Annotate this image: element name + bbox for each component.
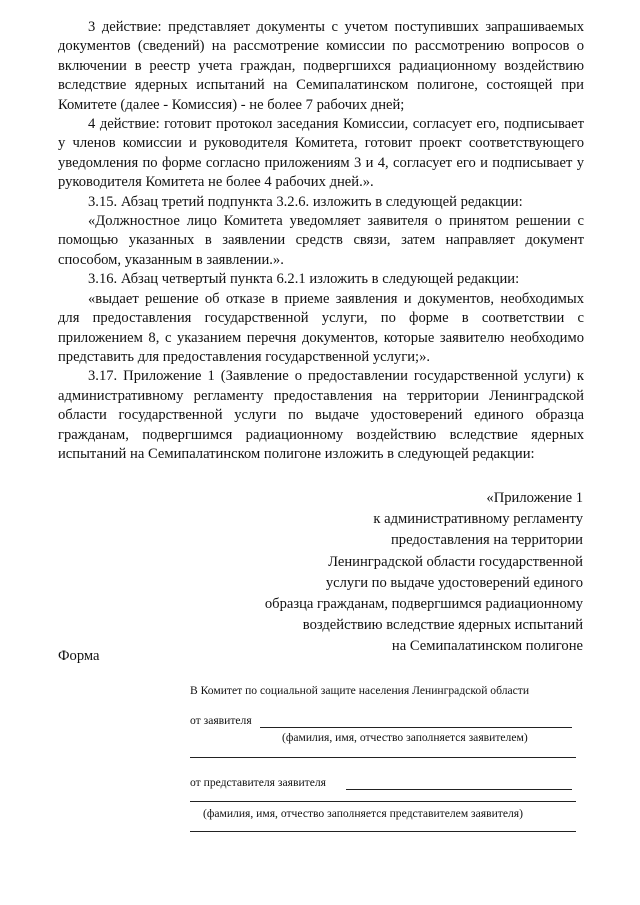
appendix-line: образца гражданам, подвергшимся радиационному xyxy=(264,596,583,613)
appendix-header xyxy=(265,488,583,658)
paragraph-3-17: 3.17. Приложение 1 (Заявление о предоставлении государственной услуги) к административному регламенту предоставления на территории Ленинградской области государственной услуги по выдаче удостоверений единого образца гражданам, подвергшимся радиационному воздействию вследствие ядерных испытаний на Семипалатинском полигоне изложить в следующей редакции: xyxy=(58,368,584,462)
paragraph-3-16: 3.16. Абзац четвертый пункта 6.2.1 изложить в следующей редакции: xyxy=(88,271,520,288)
body-text xyxy=(58,18,584,464)
appendix-line: услуги по выдаче удостоверений единого xyxy=(325,574,583,591)
appendix-line: к административному регламенту xyxy=(373,511,583,528)
appendix-line: на Семипалатинском полигоне xyxy=(391,638,583,655)
from-applicant-label: от заявителя xyxy=(190,714,252,727)
appendix-line: предоставления на территории xyxy=(390,532,583,549)
appendix-line: Ленинградской области государственной xyxy=(328,553,583,570)
paragraph-3-15: 3.15. Абзац третий подпункта 3.2.6. изложить в следующей редакции: xyxy=(88,193,523,210)
representative-row xyxy=(190,774,576,790)
representative-extra-line-2[interactable] xyxy=(190,831,576,832)
paragraph-3-15-text: «Должностное лицо Комитета уведомляет заявителя о принятом решении с помощью указанных в заявлении средств связи, затем направляет документ способом, указанным в заявлении.». xyxy=(58,213,584,268)
applicant-row xyxy=(190,712,576,728)
paragraph-3-16-text: «выдает решение об отказе в приеме заявления и документов, необходимых для предоставления государственной услуги, по форме в соответствии с приложением 8, с указанием перечня документов, которые заявителю необходимо представить для предоставления государственной услуги;». xyxy=(58,290,584,365)
appendix-line: воздействию вследствие ядерных испытаний xyxy=(302,617,583,634)
representative-name-field[interactable] xyxy=(346,789,572,790)
representative-extra-line[interactable] xyxy=(190,801,576,802)
applicant-name-field[interactable] xyxy=(260,727,572,728)
paragraph-action-3: 3 действие: представляет документы с учетом поступивших запрашиваемых документов (сведений) на рассмотрение комиссии по рассмотрению вопросов о включении в реестр учета граждан, подвергшихся радиационному воздействию вследствие ядерных испытаний на Семипалатинском полигоне, состоящей при Комитете (далее - Комиссия) - не более 7 рабочих дней; xyxy=(58,19,584,113)
from-representative-label: от представителя заявителя xyxy=(190,776,326,789)
appendix-line: «Приложение 1 xyxy=(486,490,583,506)
applicant-hint: (фамилия, имя, отчество заполняется заявителем) xyxy=(282,731,528,744)
representative-hint: (фамилия, имя, отчество заполняется представителем заявителя) xyxy=(203,807,523,820)
form-heading: Форма xyxy=(58,648,100,664)
form-addressee: В Комитет по социальной защите населения Ленинградской области xyxy=(190,684,530,697)
applicant-extra-line[interactable] xyxy=(190,757,576,758)
paragraph-action-4: 4 действие: готовит протокол заседания Комиссии, согласует его, подписывает у членов комиссии и руководителя Комитета, готовит проект соответствующего уведомления по форме согласно приложениям 3 и 4, согласует его и подписывает у руководителя Комитета не более 4 рабочих дней.». xyxy=(58,116,584,191)
